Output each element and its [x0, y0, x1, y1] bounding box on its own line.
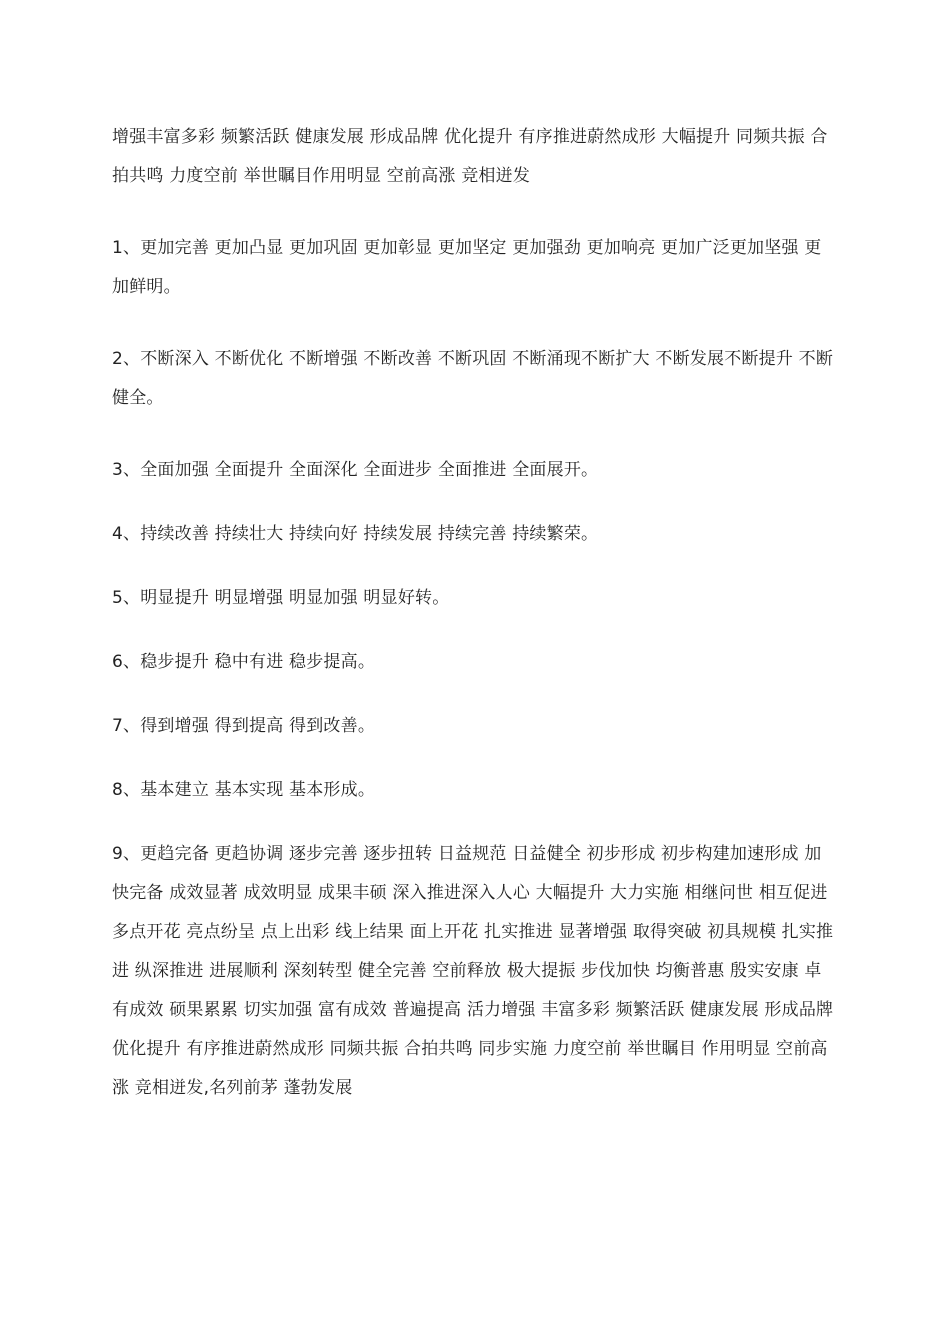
paragraph-item-7: 7、得到增强 得到提高 得到改善。 — [112, 716, 376, 736]
paragraph-intro: 增强丰富多彩 频繁活跃 健康发展 形成品牌 优化提升 有序推进蔚然成形 大幅提升 同频共振 合拍共鸣 力度空前 举世瞩目作用明显 空前高涨 竞相迸发 — [112, 127, 828, 186]
paragraph-item-9: 9、更趋完备 更趋协调 逐步完善 逐步扭转 日益规范 日益健全 初步形成 初步构建加速形成 加快完备 成效显著 成效明显 成果丰硕 深入推进深入人心 大幅提升 大力实施 相继问世 相互促进 多点开花 亮点纷呈 点上出彩 线上结果 面上开花 扎实推进 显著增强 取得突破 初具规模 扎实推进 纵深推进 进展顺利 深刻转型 健全完善 空前释放 极大提振 步伐加快 均衡普惠 殷实安康 卓有成效 硕果累累 切实加强 富有成效 普遍提高 活力增强 丰富多彩 频繁活跃 健康发展 形成品牌 优化提升 有序推进蔚然成形 同频共振 合拍共鸣 同步实施 力度空前 举世瞩目 作用明显 空前高涨 竞相迸发,名列前茅 蓬勃发展 — [112, 844, 834, 1098]
paragraph-item-8: 8、基本建立 基本实现 基本形成。 — [112, 780, 376, 800]
paragraph-item-6: 6、稳步提升 稳中有进 稳步提高。 — [112, 652, 376, 672]
paragraph-item-5: 5、明显提升 明显增强 明显加强 明显好转。 — [112, 588, 450, 608]
paragraph-item-4: 4、持续改善 持续壮大 持续向好 持续发展 持续完善 持续繁荣。 — [112, 524, 599, 544]
document-body — [112, 118, 834, 1141]
paragraph-item-2: 2、不断深入 不断优化 不断增强 不断改善 不断巩固 不断涌现不断扩大 不断发展不断提升 不断健全。 — [112, 349, 834, 408]
paragraph-item-3: 3、全面加强 全面提升 全面深化 全面进步 全面推进 全面展开。 — [112, 460, 599, 480]
paragraph-item-1: 1、更加完善 更加凸显 更加巩固 更加彰显 更加坚定 更加强劲 更加响亮 更加广泛更加坚强 更加鲜明。 — [112, 238, 822, 297]
